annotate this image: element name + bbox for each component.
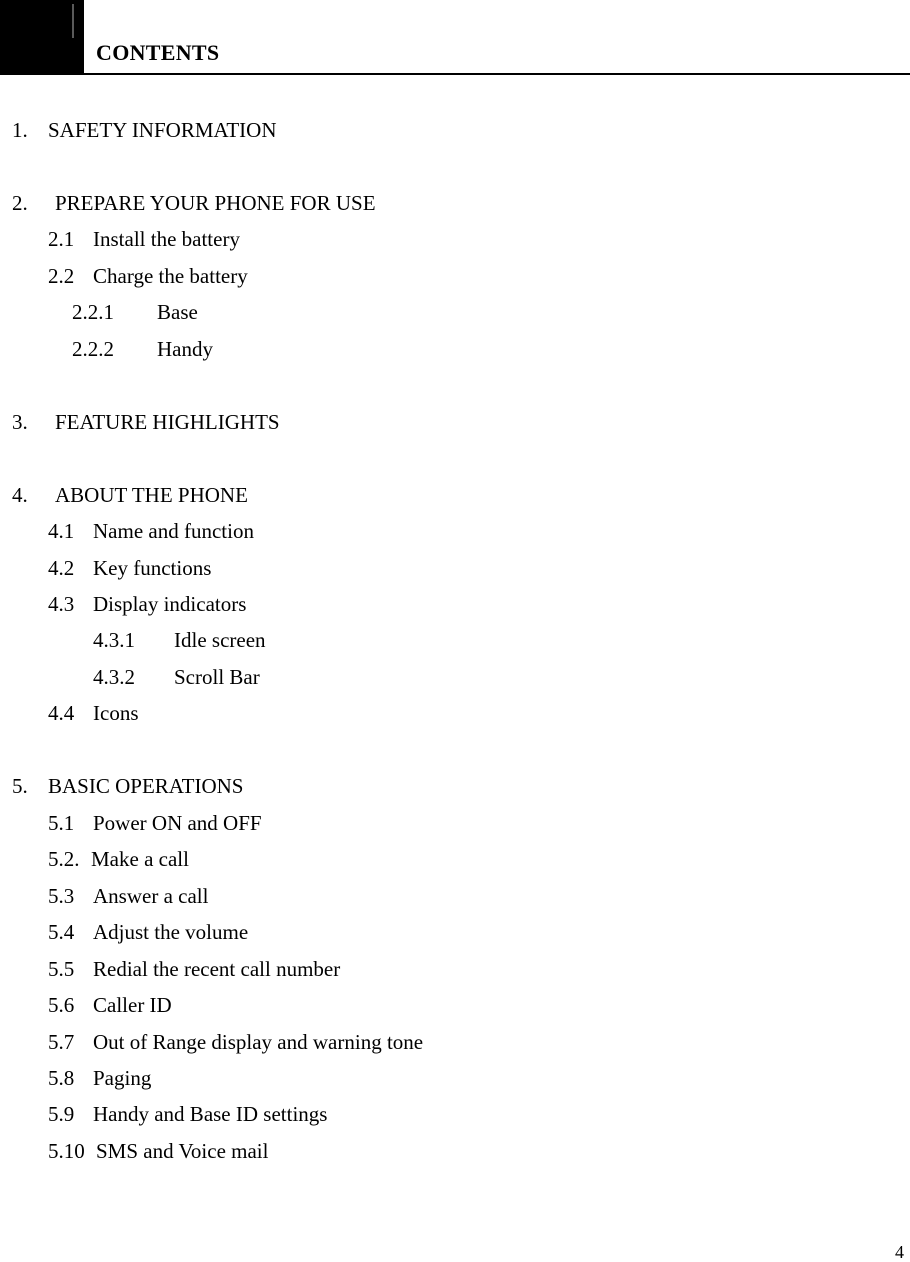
toc-entry-number: 4.2 [48,556,75,580]
toc-entry-number: 2. [12,191,28,215]
toc-entry-title: Scroll Bar [174,665,260,689]
toc-entry-number: 5.8 [48,1066,75,1090]
toc-entry-title: Base [157,300,198,324]
toc-entry-number: 1. [12,118,28,142]
toc-entry-title: PREPARE YOUR PHONE FOR USE [55,191,376,215]
toc-entry-title: Handy [157,337,213,361]
toc-entry-number: 5. [12,774,28,798]
toc-entry-title: ABOUT THE PHONE [55,483,248,507]
toc-entry-title: Adjust the volume [93,920,249,944]
toc-entry-title: Key functions [93,556,212,580]
toc-entry-number: 5.3 [48,884,75,908]
toc-entry-number: 3. [12,410,28,434]
toc-entry-number: 5.10 [48,1139,85,1163]
toc-entry-number: 5.1 [48,811,75,835]
toc-entry-title: Charge the battery [93,264,248,288]
toc-entry-title: SAFETY INFORMATION [48,118,277,142]
toc-entry-title: Icons [93,701,139,725]
toc-entry-number: 4.1 [48,519,75,543]
toc-entry-title: Out of Range display and warning tone [93,1030,424,1054]
toc-entry-number: 2.2 [48,264,75,288]
toc-entry-title: Name and function [93,519,254,543]
toc-entry-title: Handy and Base ID settings [93,1102,328,1126]
toc-entry-title: SMS and Voice mail [96,1139,269,1163]
toc-entry-number: 2.1 [48,227,75,251]
toc-entry-title: Answer a call [93,884,209,908]
toc-entry-number: 5.2. [48,847,80,871]
toc-entry-title: Power ON and OFF [93,811,262,835]
toc-entry-title: Paging [93,1066,152,1090]
toc-entry-title: BASIC OPERATIONS [48,774,244,798]
toc-entry-title: Make a call [91,847,189,871]
toc-entry-number: 2.2.2 [72,337,114,361]
toc-entry-number: 5.6 [48,993,75,1017]
toc-entry-title: FEATURE HIGHLIGHTS [55,410,280,434]
toc-entry-number: 4.3 [48,592,75,616]
toc-entry-title: Install the battery [93,227,240,251]
toc-entry-number: 4.3.1 [93,628,135,652]
toc-entry-number: 4.3.2 [93,665,135,689]
toc-entry-number: 5.4 [48,920,75,944]
toc-entry-number: 5.9 [48,1102,75,1126]
toc-entry-number: 2.2.1 [72,300,114,324]
toc-entry-title: Idle screen [174,628,266,652]
toc-entry-number: 5.5 [48,957,75,981]
toc-entry-title: Display indicators [93,592,247,616]
toc-entry-title: Redial the recent call number [93,957,341,981]
page-title: CONTENTS [96,40,220,65]
toc-entry-number: 4.4 [48,701,75,725]
toc-entry-title: Caller ID [93,993,172,1017]
toc-entry-number: 5.7 [48,1030,75,1054]
toc-entry-number: 4. [12,483,28,507]
page-number: 4 [895,1242,904,1262]
